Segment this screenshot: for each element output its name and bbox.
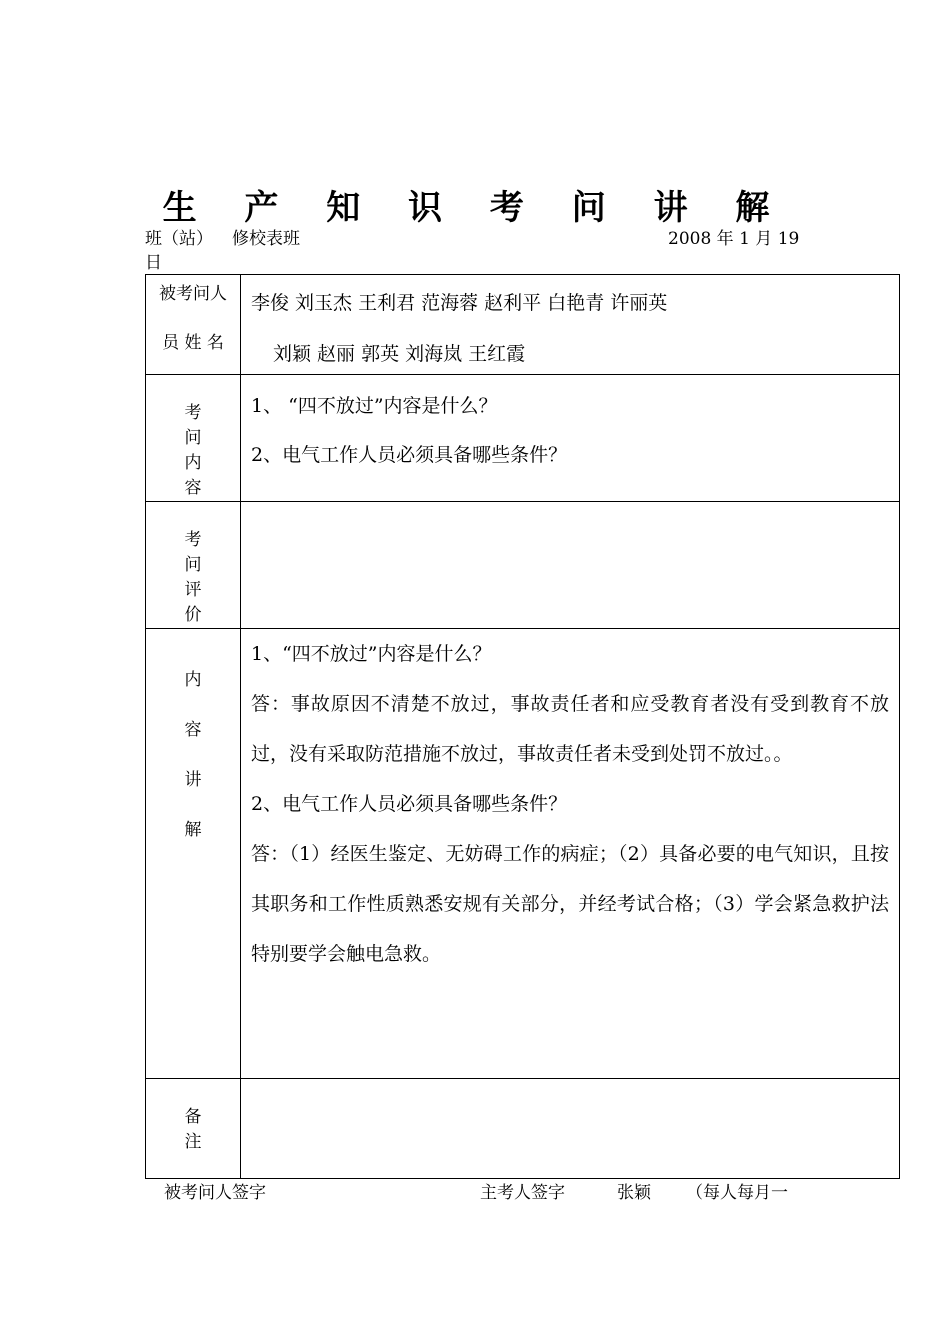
names-line-1: 李俊 刘玉杰 王利君 范海蓉 赵利平 白艳青 许丽英 [251,292,668,314]
page-title: 生 产 知 识 考 问 讲 解 [162,188,788,228]
evaluation-row [146,502,900,629]
explanation-paragraph: 答：（1）经医生鉴定、无妨碍工作的病症；（2）具备必要的电气知识，且按其职务和工作性质熟悉安规有关部分，并经考试合格；（3）学会紧急救护法特别要学会触电急救。 [251,843,889,965]
explanation-label-cell [146,629,241,1079]
persons-row [146,275,900,375]
team-label: 班（站） [145,229,213,249]
persons-label-line1: 被考问人 [159,284,227,304]
exam-form-table [145,274,900,1179]
explanation-paragraph: 1、“四不放过”内容是什么？ [251,643,492,665]
questions-content-cell [241,375,900,502]
questions-label-char: 问 [184,428,202,448]
persons-names-cell [241,275,900,375]
date-wrap: 日 [145,253,162,273]
examinee-signature-label: 被考问人签字 [164,1183,266,1203]
persons-label-cell [146,275,241,375]
questions-label-char: 容 [184,478,202,498]
questions-label-cell [146,375,241,502]
remarks-row [146,1079,900,1179]
evaluation-content-cell [241,502,900,629]
evaluation-label-char: 问 [184,555,202,575]
explanation-paragraph: 答：事故原因不清楚不放过，事故责任者和应受教育者没有受到教育不放过，没有采取防范措施不放过，事故责任者未受到处罚不放过。。 [251,693,889,765]
explanation-label-char: 容 [184,720,202,740]
remarks-content-cell [241,1079,900,1179]
questions-label-char: 内 [184,453,202,473]
question-item-1: 1、 “四不放过”内容是什么？ [251,395,498,417]
examiner-name: 张颖 [617,1183,651,1203]
persons-label-line2: 员 姓 名 [162,333,224,353]
explanation-label-char: 解 [184,820,202,840]
footer-note: （每人每月一 [686,1183,788,1203]
evaluation-label-char: 评 [184,580,202,600]
explanation-label-char: 内 [184,670,202,690]
remarks-label-cell [146,1079,241,1179]
explanation-content-cell [241,629,900,1079]
question-item-2: 2、电气工作人员必须具备哪些条件？ [251,444,568,466]
questions-label-char: 考 [184,403,202,423]
questions-row [146,375,900,502]
remarks-label-char: 注 [184,1132,202,1152]
explanation-label-char: 讲 [184,770,202,790]
remarks-label-char: 备 [184,1107,202,1127]
explanation-paragraph: 2、电气工作人员必须具备哪些条件？ [251,793,568,815]
evaluation-label-char: 价 [184,605,202,625]
team-name: 修校表班 [232,229,300,249]
date: 2008 年 1 月 19 [668,229,800,249]
examiner-signature-label: 主考人签字 [480,1183,565,1203]
names-line-2: 刘颖 赵丽 郭英 刘海岚 王红霞 [273,343,526,365]
evaluation-label-char: 考 [184,530,202,550]
explanation-row [146,629,900,1079]
evaluation-label-cell [146,502,241,629]
